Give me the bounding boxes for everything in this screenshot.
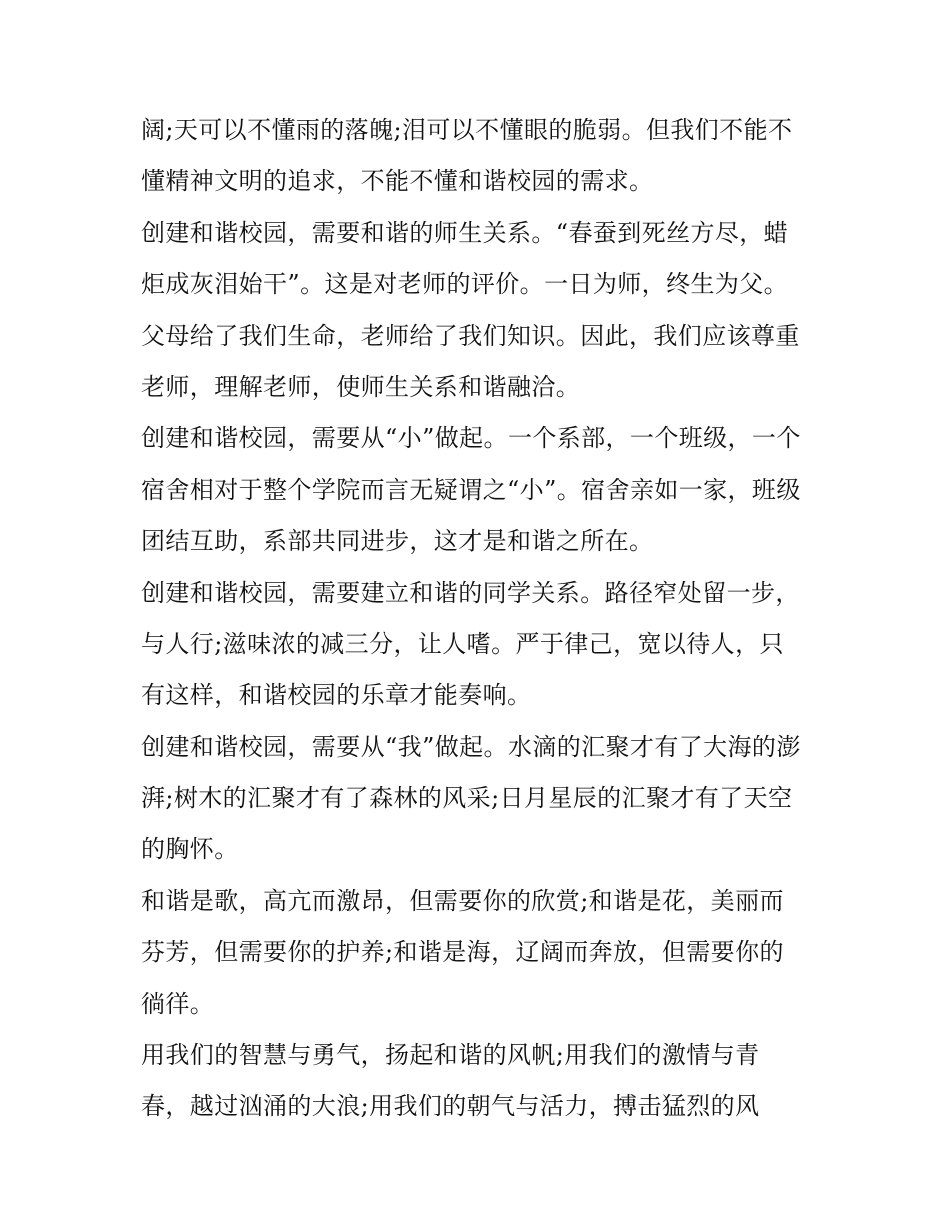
text-line: 芬芳，但需要你的护养;和谐是海，辽阔而奔放，但需要你的 bbox=[141, 938, 784, 967]
text-line: 创建和谐校园，需要建立和谐的同学关系。路径窄处留一步， bbox=[141, 578, 800, 607]
text-line: 父母给了我们生命，老师给了我们知识。因此，我们应该尊重 bbox=[141, 321, 800, 350]
text-line: 团结互助，系部共同进步，这才是和谐之所在。 bbox=[141, 527, 654, 556]
text-line: 的胸怀。 bbox=[141, 835, 239, 864]
text-line: 创建和谐校园，需要和谐的师生关系。“春蚕到死丝方尽，蜡 bbox=[141, 218, 789, 247]
text-line: 宿舍相对于整个学院而言无疑谓之“小”。宿舍亲如一家，班级 bbox=[141, 475, 801, 504]
text-line: 湃;树木的汇聚才有了森林的风采;日月星辰的汇聚才有了天空 bbox=[141, 784, 793, 813]
text-line: 炬成灰泪始干”。这是对老师的评价。一日为师，终生为父。 bbox=[141, 270, 789, 299]
text-line: 春，越过汹涌的大浪;用我们的朝气与活力，搏击猛烈的风 bbox=[141, 1092, 760, 1121]
text-line: 和谐是歌，高亢而激昂，但需要你的欣赏;和谐是花，美丽而 bbox=[141, 886, 784, 915]
text-line: 老师，理解老师，使师生关系和谐融洽。 bbox=[141, 372, 581, 401]
text-line: 徜徉。 bbox=[141, 989, 215, 1018]
text-line: 用我们的智慧与勇气，扬起和谐的风帆;用我们的激情与青 bbox=[141, 1041, 760, 1070]
text-line: 懂精神文明的追求，不能不懂和谐校园的需求。 bbox=[141, 167, 654, 196]
text-line: 有这样，和谐校园的乐章才能奏响。 bbox=[141, 681, 532, 710]
text-line: 与人行;滋味浓的减三分，让人嗜。严于律己，宽以待人，只 bbox=[141, 629, 784, 658]
text-line: 创建和谐校园，需要从“小”做起。一个系部，一个班级，一个 bbox=[141, 424, 801, 453]
document-body bbox=[141, 105, 816, 1133]
text-line: 创建和谐校园，需要从“我”做起。水滴的汇聚才有了大海的澎 bbox=[141, 732, 801, 761]
text-line: 阔;天可以不懂雨的落魄;泪可以不懂眼的脆弱。但我们不能不 bbox=[141, 116, 793, 144]
